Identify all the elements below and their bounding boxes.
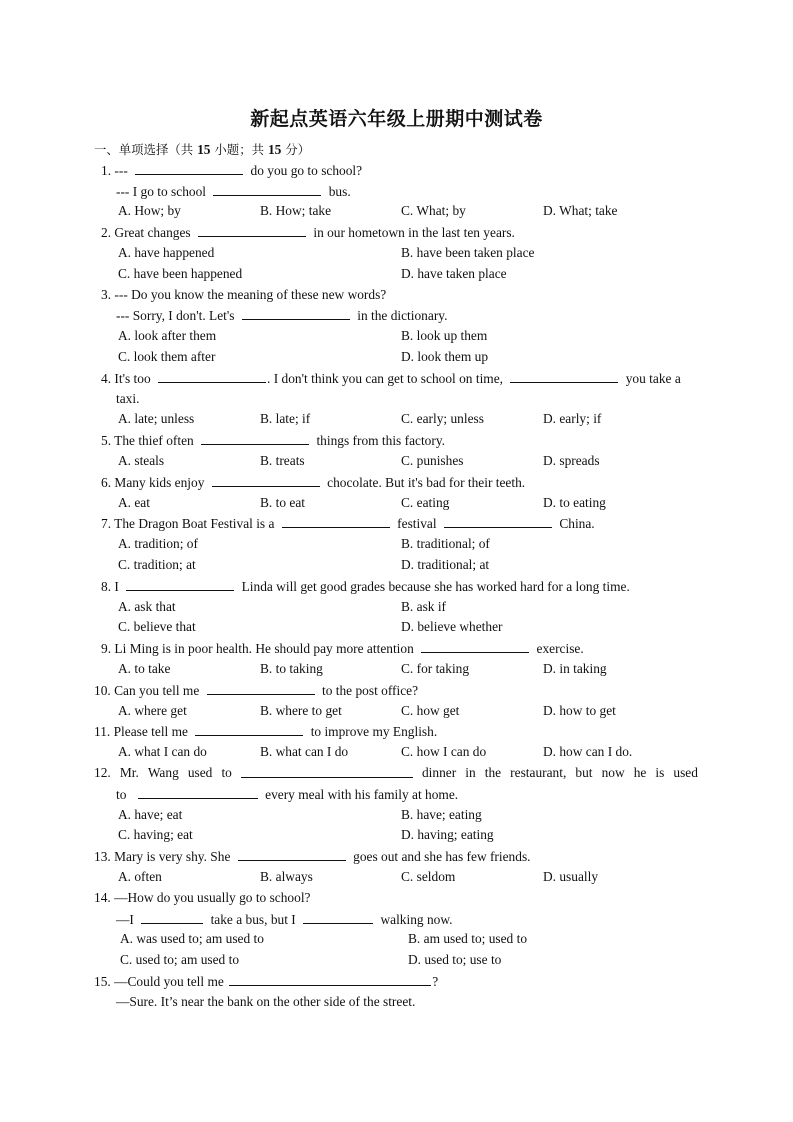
question-7-stem bbox=[101, 514, 595, 533]
option-a: A. How; by bbox=[118, 203, 181, 218]
question-number: 12. bbox=[94, 765, 111, 780]
option-a: A. look after them bbox=[118, 328, 217, 343]
question-number: 9. bbox=[101, 641, 112, 656]
question-text: every meal with his family at home. bbox=[265, 787, 459, 802]
option-d: D. having; eating bbox=[401, 827, 494, 842]
question-text: Can you tell me bbox=[114, 683, 200, 698]
question-12-stem bbox=[94, 764, 698, 782]
option-c: C. used to; am used to bbox=[120, 952, 240, 967]
option-d: D. spreads bbox=[543, 453, 600, 468]
answer-blank bbox=[141, 910, 203, 924]
question-word: Wang bbox=[147, 765, 179, 780]
option-d: D. in taking bbox=[543, 661, 607, 676]
answer-blank bbox=[303, 910, 373, 924]
option-d: D. how to get bbox=[543, 703, 616, 718]
answer-blank bbox=[444, 514, 552, 528]
question-number: 4. bbox=[101, 371, 112, 386]
question-6-stem bbox=[101, 473, 525, 492]
option-c: C. tradition; at bbox=[118, 557, 196, 572]
option-a: A. tradition; of bbox=[118, 536, 198, 551]
question-11-stem bbox=[94, 722, 437, 741]
question-text: —How do you usually go to school? bbox=[114, 890, 311, 905]
question-text: Many kids enjoy bbox=[114, 475, 205, 490]
question-text: take a bus, but I bbox=[210, 912, 296, 927]
option-b: B. where to get bbox=[260, 703, 342, 718]
question-word: to bbox=[221, 765, 232, 780]
question-text: —Could you tell me bbox=[114, 974, 224, 989]
question-text: bus. bbox=[328, 184, 351, 199]
question-text: do you go to school? bbox=[250, 163, 363, 178]
question-text: Linda will get good grades because she has worked hard for a long time. bbox=[241, 579, 630, 594]
question-4-line-2: taxi. bbox=[116, 391, 140, 406]
question-number: 8. bbox=[101, 579, 112, 594]
question-text: to bbox=[116, 787, 127, 802]
answer-blank bbox=[138, 785, 258, 799]
question-text: I bbox=[114, 579, 119, 594]
question-text: Please tell me bbox=[113, 724, 188, 739]
option-b: B. How; take bbox=[260, 203, 332, 218]
option-a: A. ask that bbox=[118, 599, 176, 614]
question-text: Mary is very shy. She bbox=[114, 849, 231, 864]
option-d: D. how can I do. bbox=[543, 744, 633, 759]
question-text: Li Ming is in poor health. He should pay more attention bbox=[114, 641, 414, 656]
section-suffix: 分） bbox=[285, 142, 311, 157]
answer-blank bbox=[135, 161, 243, 175]
answer-blank bbox=[198, 223, 306, 237]
answer-blank bbox=[242, 306, 350, 320]
question-word: now bbox=[601, 765, 625, 780]
option-c: C. seldom bbox=[401, 869, 456, 884]
option-b: B. late; if bbox=[260, 411, 311, 426]
option-d: D. to eating bbox=[543, 495, 606, 510]
option-d: D. traditional; at bbox=[401, 557, 490, 572]
option-c: C. having; eat bbox=[118, 827, 193, 842]
option-a: A. late; unless bbox=[118, 411, 195, 426]
question-number: 6. bbox=[101, 475, 112, 490]
option-c: C. for taking bbox=[401, 661, 470, 676]
option-b: B. always bbox=[260, 869, 313, 884]
option-a: A. where get bbox=[118, 703, 187, 718]
option-d: D. used to; use to bbox=[408, 952, 502, 967]
section-prefix: 一、单项选择（共 bbox=[94, 142, 194, 157]
question-10-stem bbox=[94, 681, 418, 700]
answer-blank bbox=[158, 369, 266, 383]
option-d: D. What; take bbox=[543, 203, 618, 218]
option-c: C. how I can do bbox=[401, 744, 487, 759]
answer-blank bbox=[282, 514, 390, 528]
question-number: 15. bbox=[94, 974, 111, 989]
answer-blank bbox=[195, 722, 303, 736]
question-number: 7. bbox=[101, 516, 112, 531]
answer-blank bbox=[510, 369, 618, 383]
question-text: in our hometown in the last ten years. bbox=[313, 225, 515, 240]
option-a: A. eat bbox=[118, 495, 150, 510]
question-8-stem bbox=[101, 577, 630, 596]
answer-blank bbox=[238, 847, 346, 861]
answer-blank bbox=[212, 473, 320, 487]
option-b: B. what can I do bbox=[260, 744, 349, 759]
question-text: --- Sorry, I don't. Let's bbox=[116, 308, 235, 323]
question-14-stem bbox=[94, 889, 311, 907]
option-d: D. have taken place bbox=[401, 266, 507, 281]
question-text: --- bbox=[114, 163, 128, 178]
question-number: 13. bbox=[94, 849, 111, 864]
question-3-stem bbox=[101, 286, 386, 304]
question-text: . I don't think you can get to school on time, bbox=[267, 371, 504, 386]
question-number: 5. bbox=[101, 433, 112, 448]
question-number: 2. bbox=[101, 225, 112, 240]
question-text: ? bbox=[432, 974, 439, 989]
answer-blank bbox=[126, 577, 234, 591]
question-4-stem bbox=[101, 369, 681, 388]
section-question-count: 15 bbox=[197, 142, 211, 157]
answer-blank bbox=[421, 639, 529, 653]
question-3-line-2 bbox=[116, 306, 447, 325]
question-text: The thief often bbox=[114, 433, 194, 448]
option-d: D. usually bbox=[543, 869, 599, 884]
question-text: you take a bbox=[625, 371, 681, 386]
question-text: goes out and she has few friends. bbox=[353, 849, 531, 864]
option-b: B. look up them bbox=[401, 328, 488, 343]
question-text: in the dictionary. bbox=[357, 308, 448, 323]
option-b: B. am used to; used to bbox=[408, 931, 528, 946]
option-d: D. believe whether bbox=[401, 619, 503, 634]
option-b: B. ask if bbox=[401, 599, 447, 614]
question-text: things from this factory. bbox=[316, 433, 446, 448]
question-word: dinner bbox=[421, 765, 457, 780]
option-c: C. eating bbox=[401, 495, 450, 510]
answer-blank bbox=[229, 972, 431, 986]
question-text: to the post office? bbox=[322, 683, 419, 698]
question-text: Great changes bbox=[114, 225, 191, 240]
question-word: restaurant, bbox=[510, 765, 567, 780]
section-heading bbox=[94, 140, 310, 158]
section-points: 15 bbox=[267, 142, 282, 157]
answer-blank bbox=[241, 764, 413, 778]
option-c: C. early; unless bbox=[401, 411, 484, 426]
question-text: festival bbox=[397, 516, 437, 531]
option-a: A. was used to; am used to bbox=[120, 931, 264, 946]
question-word: he bbox=[633, 765, 647, 780]
answer-blank bbox=[213, 182, 321, 196]
question-number: 14. bbox=[94, 890, 111, 905]
option-a: A. steals bbox=[118, 453, 165, 468]
question-1-line-2 bbox=[116, 182, 351, 201]
option-b: B. have; eating bbox=[401, 807, 482, 822]
question-9-stem bbox=[101, 639, 584, 658]
answer-blank bbox=[207, 681, 315, 695]
question-text: --- I go to school bbox=[116, 184, 206, 199]
question-14-line-2 bbox=[116, 910, 452, 929]
question-number: 3. bbox=[101, 287, 112, 302]
option-d: D. look them up bbox=[401, 349, 489, 364]
option-b: B. traditional; of bbox=[401, 536, 490, 551]
question-1-stem bbox=[101, 161, 362, 180]
question-text: exercise. bbox=[536, 641, 584, 656]
question-12-line-2 bbox=[116, 785, 458, 804]
option-c: C. What; by bbox=[401, 203, 466, 218]
option-c: C. how get bbox=[401, 703, 460, 718]
question-text: chocolate. But it's bad for their teeth. bbox=[327, 475, 526, 490]
option-b: B. have been taken place bbox=[401, 245, 535, 260]
question-text: It's too bbox=[114, 371, 151, 386]
question-number: 10. bbox=[94, 683, 111, 698]
option-b: B. to eat bbox=[260, 495, 305, 510]
option-a: A. to take bbox=[118, 661, 171, 676]
option-d: D. early; if bbox=[543, 411, 602, 426]
option-b: B. to taking bbox=[260, 661, 323, 676]
question-2-stem bbox=[101, 223, 515, 242]
question-15-line-2: —Sure. It’s near the bank on the other side of the street. bbox=[116, 994, 416, 1009]
question-text: to improve my English. bbox=[310, 724, 438, 739]
question-word: used bbox=[187, 765, 213, 780]
question-word: used bbox=[673, 765, 698, 780]
question-word: is bbox=[655, 765, 665, 780]
option-c: C. have been happened bbox=[118, 266, 243, 281]
option-a: A. have; eat bbox=[118, 807, 183, 822]
option-b: B. treats bbox=[260, 453, 305, 468]
option-a: A. have happened bbox=[118, 245, 215, 260]
question-15-stem bbox=[94, 972, 438, 991]
question-word: the bbox=[484, 765, 502, 780]
answer-blank bbox=[201, 431, 309, 445]
option-a: A. often bbox=[118, 869, 162, 884]
option-c: C. punishes bbox=[401, 453, 464, 468]
question-text: walking now. bbox=[380, 912, 453, 927]
question-number: 11. bbox=[94, 724, 111, 739]
question-word: in bbox=[465, 765, 476, 780]
option-a: A. what I can do bbox=[118, 744, 207, 759]
section-mid: 小题；共 bbox=[214, 142, 264, 157]
question-13-stem bbox=[94, 847, 531, 866]
question-text: —I bbox=[116, 912, 134, 927]
question-text: China. bbox=[559, 516, 595, 531]
question-5-stem bbox=[101, 431, 445, 450]
question-word: Mr. bbox=[119, 765, 139, 780]
question-number: 1. bbox=[101, 163, 112, 178]
page-title: 新起点英语六年级上册期中测试卷 bbox=[250, 108, 543, 130]
option-c: C. believe that bbox=[118, 619, 196, 634]
question-text: --- Do you know the meaning of these new words? bbox=[114, 287, 387, 302]
option-c: C. look them after bbox=[118, 349, 216, 364]
question-text: The Dragon Boat Festival is a bbox=[114, 516, 275, 531]
question-word: but bbox=[575, 765, 593, 780]
